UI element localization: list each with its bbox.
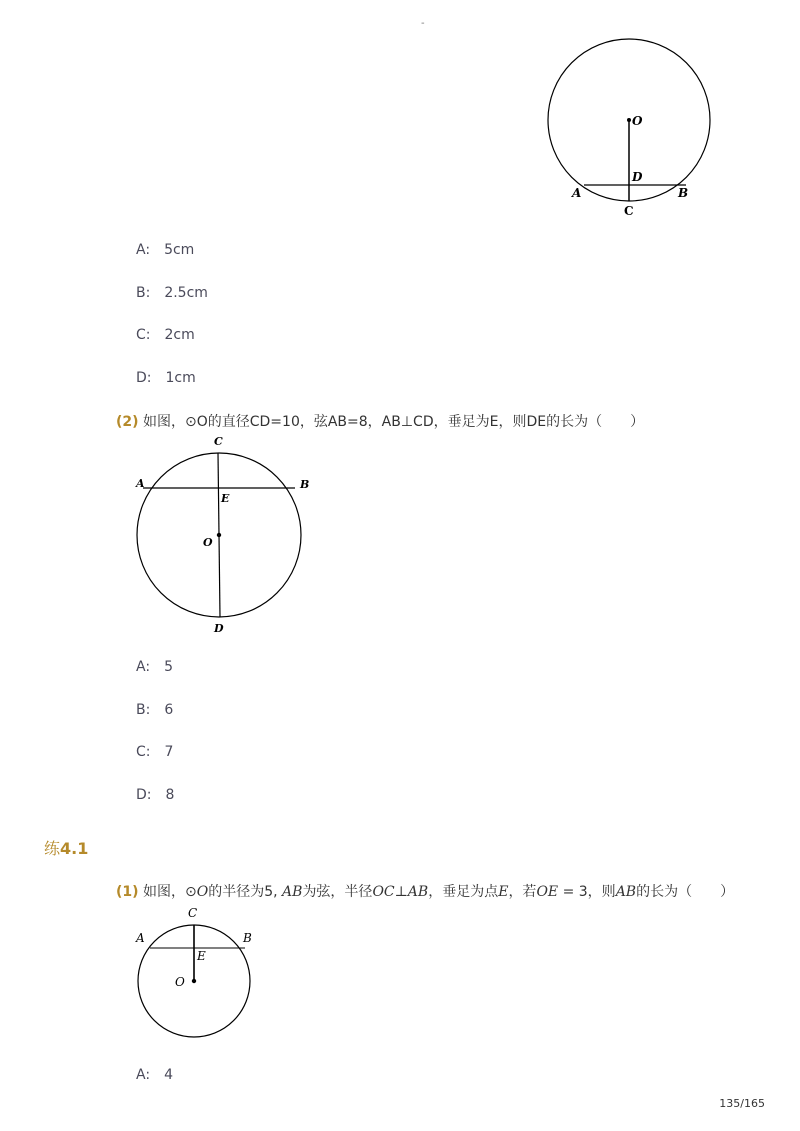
q3-option-a[interactable]: A: 4	[136, 1067, 173, 1083]
label-a: A	[136, 477, 145, 490]
label-a: A	[572, 186, 582, 200]
q2-option-b[interactable]: B: 6	[136, 702, 174, 718]
q3-question	[116, 881, 734, 901]
q3-text-o: O	[196, 884, 209, 900]
label-c: C	[188, 906, 198, 920]
q3-text-p7: 的长为（ ）	[636, 884, 735, 900]
label-o: O	[632, 114, 643, 128]
q1-option-b[interactable]: B: 2.5cm	[136, 285, 208, 301]
section-prefix: 练	[44, 839, 61, 858]
q3-text-oc-ab: OC⊥AB	[372, 884, 429, 900]
center-point	[627, 118, 631, 122]
q3-text-oe: OE	[536, 884, 559, 900]
top-mark: -	[421, 18, 425, 29]
q3-text-p2: 的半径为5,	[208, 884, 283, 900]
q3-number: (1)	[116, 884, 139, 900]
label-c: C	[624, 204, 634, 218]
q3-text-p6: = 3，则	[558, 884, 616, 900]
label-e: E	[221, 492, 230, 505]
center-point	[192, 979, 196, 983]
q2-question	[116, 411, 644, 431]
q3-text-ab: AB	[282, 884, 303, 900]
q3-text-p3: 为弦，半径	[302, 884, 373, 900]
q1-option-a[interactable]: A: 5cm	[136, 242, 195, 258]
q2-option-c[interactable]: C: 7	[136, 744, 174, 760]
label-d: D	[214, 622, 224, 635]
q2-option-a[interactable]: A: 5	[136, 659, 173, 675]
q2-number: (2)	[116, 414, 139, 430]
label-b: B	[678, 186, 689, 200]
q1-option-c[interactable]: C: 2cm	[136, 327, 195, 343]
q2-text: 如图，⊙O的直径CD=10，弦AB=8，AB⊥CD，垂足为E，则DE的长为（ ）	[143, 414, 645, 430]
q3-text-p5: ，若	[508, 884, 537, 900]
label-e: E	[197, 949, 206, 963]
label-d: D	[632, 170, 643, 184]
label-b: B	[243, 931, 252, 945]
center-point	[217, 533, 221, 537]
section-number: 4.1	[60, 839, 89, 858]
section-heading	[44, 836, 88, 859]
figure-circle-3	[130, 902, 265, 1047]
q3-text-p4: ，垂足为点	[428, 884, 499, 900]
q2-option-d[interactable]: D: 8	[136, 787, 175, 803]
label-a: A	[136, 931, 145, 945]
figure-circle-2	[130, 432, 320, 642]
q1-option-d[interactable]: D: 1cm	[136, 370, 196, 386]
label-o: O	[203, 536, 213, 549]
q3-text-ab2: AB	[615, 884, 637, 900]
label-o: O	[175, 975, 185, 989]
label-b: B	[300, 478, 310, 491]
q3-text-e: E	[498, 884, 509, 900]
q3-text-p1: 如图，⊙	[143, 884, 197, 900]
label-c: C	[214, 435, 223, 448]
figure-circle-1	[540, 32, 730, 232]
page-number: 135/165	[719, 1097, 765, 1110]
